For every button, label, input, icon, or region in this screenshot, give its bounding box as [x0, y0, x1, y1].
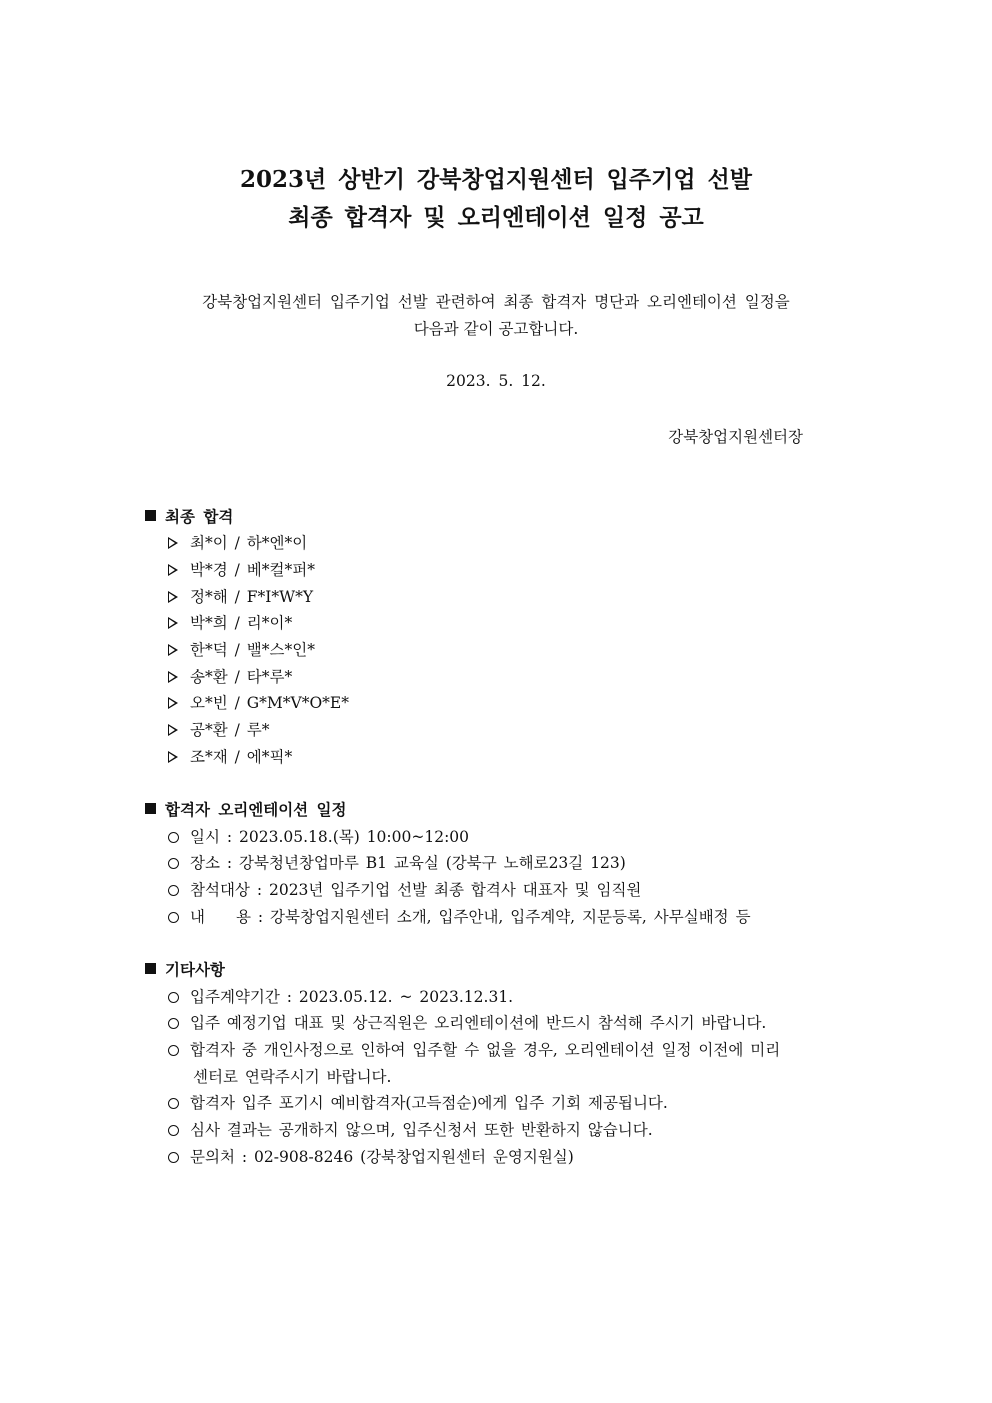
triangle-bullet-icon — [168, 697, 178, 709]
triangle-bullet-icon — [168, 537, 178, 549]
section-final-pass-heading: 최종 합격 — [145, 505, 233, 527]
triangle-bullet-icon — [168, 671, 178, 683]
section-other-heading: 기타사항 — [145, 958, 225, 980]
circle-bullet-icon — [168, 912, 179, 923]
list-item: 합격자 입주 포기시 예비합격자(고득점순)에게 입주 기회 제공됩니다. — [168, 1091, 668, 1113]
list-item: 심사 결과는 공개하지 않으며, 입주신청서 또한 반환하지 않습니다. — [168, 1118, 653, 1140]
circle-bullet-icon — [168, 858, 179, 869]
notice-title-line-1: 2023년 상반기 강북창업지원센터 입주기업 선발 — [240, 166, 752, 193]
circle-bullet-icon — [168, 1018, 179, 1029]
circle-bullet-icon — [168, 885, 179, 896]
list-item: 조*재 / 에*픽* — [168, 745, 292, 767]
circle-bullet-icon — [168, 1098, 179, 1109]
triangle-bullet-icon — [168, 644, 178, 656]
circle-bullet-icon — [168, 1125, 179, 1136]
list-item: 최*이 / 하*엔*이 — [168, 531, 307, 553]
list-item: 참석대상 : 2023년 입주기업 선발 최종 합격사 대표자 및 임직원 — [168, 878, 641, 900]
circle-bullet-icon — [168, 1152, 179, 1163]
signer: 강북창업지원센터장 — [668, 428, 803, 446]
list-item: 공*환 / 루* — [168, 718, 270, 740]
circle-bullet-icon — [168, 1045, 179, 1056]
list-item: 오*빈 / G*M*V*O*E* — [168, 691, 349, 713]
triangle-bullet-icon — [168, 751, 178, 763]
intro-line-2: 다음과 같이 공고합니다. — [413, 320, 579, 338]
section-orientation-heading: 합격자 오리엔테이션 일정 — [145, 798, 347, 820]
list-item: 정*해 / F*I*W*Y — [168, 585, 313, 607]
list-item: 합격자 중 개인사정으로 인하여 입주할 수 없을 경우, 오리엔테이션 일정 이전에 미리 — [168, 1038, 780, 1060]
circle-bullet-icon — [168, 992, 179, 1003]
list-item: 입주계약기간 : 2023.05.12. ~ 2023.12.31. — [168, 985, 513, 1007]
list-item-continuation: 센터로 연락주시기 바랍니다. — [193, 1068, 392, 1086]
triangle-bullet-icon — [168, 617, 178, 629]
notice-date: 2023. 5. 12. — [446, 372, 546, 390]
intro-line-1: 강북창업지원센터 입주기업 선발 관련하여 최종 합격자 명단과 오리엔테이션 일정을 — [202, 293, 790, 311]
list-item: 입주 예정기업 대표 및 상근직원은 오리엔테이션에 반드시 참석해 주시기 바랍니다. — [168, 1011, 766, 1033]
list-item: 장소 : 강북청년창업마루 B1 교육실 (강북구 노해로23길 123) — [168, 851, 626, 873]
square-bullet-icon — [145, 963, 156, 974]
square-bullet-icon — [145, 803, 156, 814]
list-item: 박*경 / 베*컬*퍼* — [168, 558, 315, 580]
triangle-bullet-icon — [168, 591, 178, 603]
triangle-bullet-icon — [168, 564, 178, 576]
list-item: 일시 : 2023.05.18.(목) 10:00~12:00 — [168, 825, 469, 847]
list-item: 한*덕 / 밸*스*인* — [168, 638, 315, 660]
list-item: 문의처 : 02-908-8246 (강북창업지원센터 운영지원실) — [168, 1145, 574, 1167]
list-item: 송*환 / 타*루* — [168, 665, 292, 687]
notice-title-line-2: 최종 합격자 및 오리엔테이션 일정 공고 — [288, 204, 704, 231]
list-item: 내 용 : 강북창업지원센터 소개, 입주안내, 입주계약, 지문등록, 사무실배정 등 — [168, 905, 751, 927]
square-bullet-icon — [145, 510, 156, 521]
list-item: 박*희 / 리*이* — [168, 611, 292, 633]
triangle-bullet-icon — [168, 724, 178, 736]
circle-bullet-icon — [168, 832, 179, 843]
